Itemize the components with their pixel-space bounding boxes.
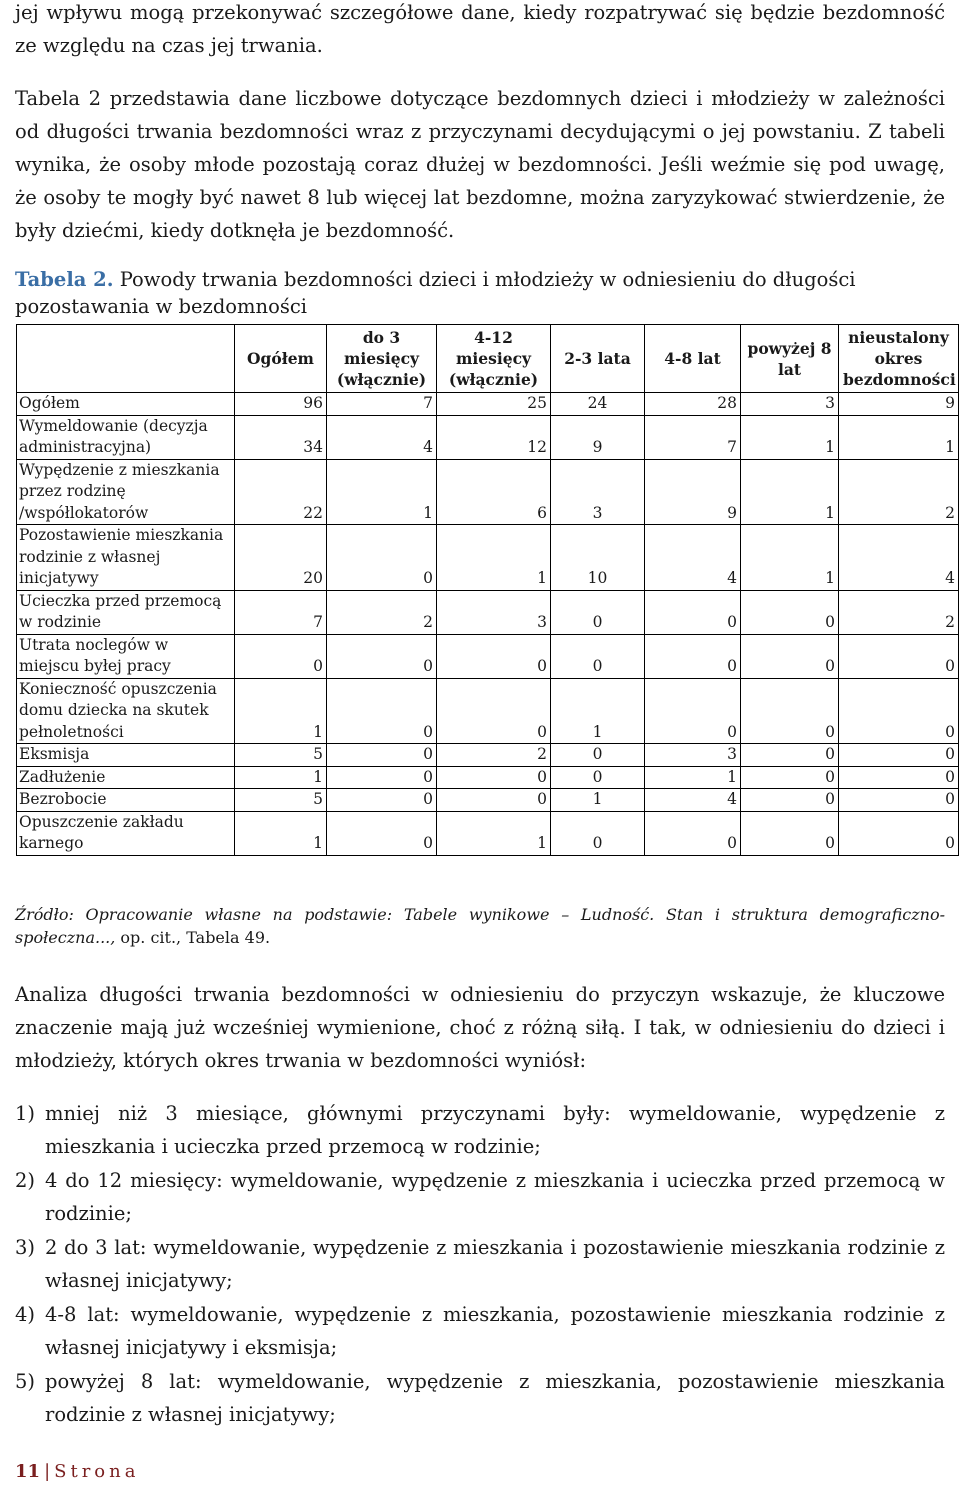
value-cell: 3 (741, 393, 839, 416)
value-cell: 0 (327, 525, 437, 591)
value-cell: 1 (741, 459, 839, 525)
value-cell: 0 (437, 789, 551, 812)
value-cell: 2 (839, 459, 959, 525)
value-cell: 3 (437, 590, 551, 634)
list-item (15, 1164, 945, 1230)
homelessness-duration-table (16, 324, 959, 856)
intro-paragraph: jej wpływu mogą przekonywać szczegółowe dane, kiedy rozpatrywać się będzie bezdomność ze względu na czas jej trwania. (15, 1, 945, 57)
row-label-cell: Opuszczenie zakładu karnego (17, 811, 235, 855)
value-cell: 1 (235, 766, 327, 789)
value-cell: 0 (645, 678, 741, 744)
table-row (17, 590, 959, 634)
value-cell: 1 (235, 811, 327, 855)
value-cell: 9 (551, 415, 645, 459)
value-cell: 7 (327, 393, 437, 416)
value-cell: 1 (437, 525, 551, 591)
table-row (17, 459, 959, 525)
value-cell: 0 (839, 634, 959, 678)
table-caption-text: Powody trwania bezdomności dzieci i młodzieży w odniesieniu do długości pozostawania w bezdomności (15, 268, 856, 318)
table-row (17, 744, 959, 767)
value-cell: 0 (645, 634, 741, 678)
value-cell: 0 (839, 766, 959, 789)
value-cell: 96 (235, 393, 327, 416)
value-cell: 1 (645, 766, 741, 789)
header-cell: 4-12 miesięcy (włącznie) (437, 325, 551, 393)
table-row (17, 789, 959, 812)
value-cell: 0 (327, 811, 437, 855)
value-cell: 0 (741, 766, 839, 789)
analysis-paragraph: Analiza długości trwania bezdomności w odniesieniu do przyczyn wskazuje, że kluczowe znaczenie mają już wcześniej wymienione, choć z różną siłą. I tak, w odniesieniu do dzieci i młodzieży, których okres trwania w bezdomności wyniósł: (15, 983, 945, 1072)
value-cell: 0 (839, 744, 959, 767)
list-item-text: 4 do 12 miesięcy: wymeldowanie, wypędzenie z mieszkania i ucieczka przed przemocą w rodzinie; (45, 1169, 945, 1225)
value-cell: 2 (437, 744, 551, 767)
value-cell: 0 (327, 789, 437, 812)
list-item (15, 1097, 945, 1163)
value-cell: 34 (235, 415, 327, 459)
value-cell: 10 (551, 525, 645, 591)
value-cell: 4 (839, 525, 959, 591)
list-item (15, 1365, 945, 1431)
value-cell: 3 (645, 744, 741, 767)
value-cell: 0 (551, 590, 645, 634)
footer-separator: | (44, 1461, 51, 1482)
value-cell: 0 (839, 789, 959, 812)
list-item-number: 3) (15, 1236, 36, 1259)
list-item (15, 1231, 945, 1297)
value-cell: 2 (839, 590, 959, 634)
value-cell: 5 (235, 744, 327, 767)
value-cell: 0 (551, 766, 645, 789)
value-cell: 0 (551, 634, 645, 678)
value-cell: 0 (327, 678, 437, 744)
value-cell: 12 (437, 415, 551, 459)
value-cell: 2 (327, 590, 437, 634)
list-item-number: 2) (15, 1169, 36, 1192)
list-item-text: 4-8 lat: wymeldowanie, wypędzenie z mieszkania, pozostawienie mieszkania rodzinie z własnej inicjatywy i eksmisja; (45, 1303, 945, 1359)
list-item (15, 1298, 945, 1364)
table-source-note (15, 903, 945, 949)
table-caption-label: Tabela 2. (15, 268, 114, 291)
table-description-part1: Tabela 2 przedstawia dane liczbowe dotyczące bezdomnych dzieci i młodzieży w zależności od długości trwania bezdomności wraz z przyczynami decydującymi o jej powstaniu. (15, 87, 945, 143)
list-item-text: powyżej 8 lat: wymeldowanie, wypędzenie z mieszkania, pozostawienie mieszkania rodzinie z własnej inicjatywy; (45, 1370, 945, 1426)
value-cell: 20 (235, 525, 327, 591)
table-row (17, 525, 959, 591)
source-plain-text: op. cit., Tabela 49. (120, 928, 271, 947)
value-cell: 1 (327, 459, 437, 525)
value-cell: 0 (437, 678, 551, 744)
value-cell: 28 (645, 393, 741, 416)
value-cell: 22 (235, 459, 327, 525)
value-cell: 0 (741, 590, 839, 634)
value-cell: 0 (839, 811, 959, 855)
table-description-part2: Z tabeli wynika, że osoby młode pozostają coraz dłużej w bezdomności. Jeśli weźmie się pod uwagę, że osoby te mogły być nawet 8 lub więcej lat bezdomne, można zaryzykować stwierdzenie, że były dziećmi, kiedy dotknęła je bezdomność. (15, 120, 945, 242)
table-row (17, 634, 959, 678)
value-cell: 0 (235, 634, 327, 678)
value-cell: 0 (645, 590, 741, 634)
table-row (17, 766, 959, 789)
row-label-cell: Zadłużenie (17, 766, 235, 789)
header-cell: powyżej 8 lat (741, 325, 839, 393)
value-cell: 0 (741, 789, 839, 812)
value-cell: 1 (741, 415, 839, 459)
table-row (17, 415, 959, 459)
reasons-list (15, 1097, 945, 1432)
table-row (17, 678, 959, 744)
value-cell: 0 (741, 811, 839, 855)
value-cell: 9 (645, 459, 741, 525)
value-cell: 0 (437, 634, 551, 678)
header-cell: 2-3 lata (551, 325, 645, 393)
table-row (17, 811, 959, 855)
list-item-text: 2 do 3 lat: wymeldowanie, wypędzenie z mieszkania i pozostawienie mieszkania rodzinie z własnej inicjatywy; (45, 1236, 945, 1292)
header-cell: nieustalony okres bezdomności (839, 325, 959, 393)
value-cell: 1 (551, 678, 645, 744)
table-header-row (17, 325, 959, 393)
page-footer (15, 1458, 139, 1486)
list-item-text: mniej niż 3 miesiące, głównymi przyczynami były: wymeldowanie, wypędzenie z mieszkania i ucieczka przed przemocą w rodzinie; (45, 1102, 945, 1158)
value-cell: 3 (551, 459, 645, 525)
header-cell-empty (17, 325, 235, 393)
row-label-cell: Ogółem (17, 393, 235, 416)
value-cell: 0 (839, 678, 959, 744)
value-cell: 1 (839, 415, 959, 459)
row-label-cell: Bezrobocie (17, 789, 235, 812)
header-cell: 4-8 lat (645, 325, 741, 393)
value-cell: 0 (327, 634, 437, 678)
table-caption (15, 266, 945, 320)
value-cell: 6 (437, 459, 551, 525)
value-cell: 1 (235, 678, 327, 744)
header-cell: Ogółem (235, 325, 327, 393)
value-cell: 4 (645, 525, 741, 591)
value-cell: 9 (839, 393, 959, 416)
table-row (17, 393, 959, 416)
value-cell: 0 (327, 744, 437, 767)
list-item-number: 1) (15, 1102, 36, 1125)
value-cell: 0 (645, 811, 741, 855)
row-label-cell: Eksmisja (17, 744, 235, 767)
page-number: 11 (15, 1461, 41, 1482)
list-item-number: 4) (15, 1303, 36, 1326)
value-cell: 0 (741, 744, 839, 767)
value-cell: 4 (645, 789, 741, 812)
table-description-paragraph (15, 82, 945, 247)
header-cell: do 3 miesięcy (włącznie) (327, 325, 437, 393)
value-cell: 1 (741, 525, 839, 591)
value-cell: 0 (741, 634, 839, 678)
list-item-number: 5) (15, 1370, 36, 1393)
table-body (17, 393, 959, 856)
row-label-cell: Konieczność opuszczenia domu dziecka na skutek pełnoletności (17, 678, 235, 744)
value-cell: 1 (437, 811, 551, 855)
row-label-cell: Pozostawienie mieszkania rodzinie z własnej inicjatywy (17, 525, 235, 591)
value-cell: 25 (437, 393, 551, 416)
value-cell: 24 (551, 393, 645, 416)
footer-page-label: Strona (54, 1461, 140, 1482)
row-label-cell: Wypędzenie z mieszkania przez rodzinę /współlokatorów (17, 459, 235, 525)
value-cell: 0 (327, 766, 437, 789)
source-italic-text: Źródło: Opracowanie własne na podstawie: Tabele wynikowe – Ludność. Stan i struktura demograficzno-społeczna..., (15, 905, 945, 947)
value-cell: 0 (437, 766, 551, 789)
row-label-cell: Wymeldowanie (decyzja administracyjna) (17, 415, 235, 459)
value-cell: 0 (741, 678, 839, 744)
value-cell: 7 (235, 590, 327, 634)
value-cell: 0 (551, 811, 645, 855)
value-cell: 0 (551, 744, 645, 767)
value-cell: 1 (551, 789, 645, 812)
value-cell: 5 (235, 789, 327, 812)
row-label-cell: Utrata noclegów w miejscu byłej pracy (17, 634, 235, 678)
value-cell: 4 (327, 415, 437, 459)
row-label-cell: Ucieczka przed przemocą w rodzinie (17, 590, 235, 634)
value-cell: 7 (645, 415, 741, 459)
